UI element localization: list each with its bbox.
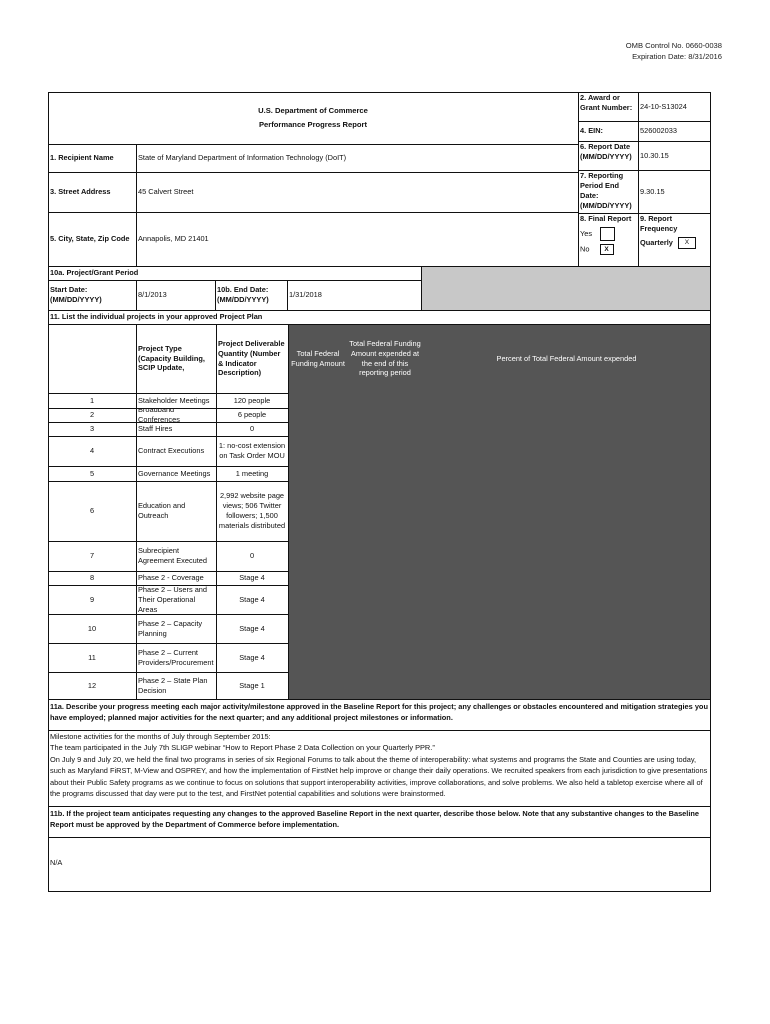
- street-label: 3. Street Address: [50, 187, 111, 196]
- row-4-type: Contract Executions: [138, 446, 205, 455]
- row-3-qty: 0: [249, 424, 255, 433]
- final-yes-row: [580, 227, 636, 241]
- form: [48, 92, 711, 892]
- recipient-value: State of Maryland Department of Information Technology (DoIT): [138, 153, 347, 162]
- header-expended: Total Federal Funding Amount expended at the end of this reporting period: [349, 338, 421, 378]
- row-8-num: 8: [89, 573, 95, 582]
- no-checkbox[interactable]: X: [600, 244, 614, 255]
- row-7-qty: 0: [249, 551, 255, 560]
- row-1-qty: 120 people: [233, 395, 271, 405]
- row-11-type: Phase 2 – Current Providers/Procurement: [138, 647, 214, 667]
- yes-label: Yes: [580, 228, 593, 238]
- final-report-label: 8. Final Report: [580, 214, 632, 223]
- row-1-num: 1: [89, 395, 95, 405]
- period-end-value: 9.30.15: [640, 186, 665, 196]
- row-7-num: 7: [89, 551, 95, 560]
- report-name: Performance Progress Report: [258, 119, 368, 129]
- row-5-type: Governance Meetings: [138, 468, 211, 478]
- frequency-label: 9. Report Frequency: [640, 214, 678, 233]
- end-date-value: 1/31/2018: [289, 290, 322, 299]
- row-8-type: Phase 2 - Coverage: [138, 573, 204, 582]
- row-6-num: 6: [89, 506, 95, 515]
- row-9-type: Phase 2 – Users and Their Operational Areas: [138, 585, 208, 614]
- projects-title: 11. List the individual projects in your approved Project Plan: [50, 312, 263, 321]
- quarterly-checkbox[interactable]: X: [678, 237, 696, 249]
- row-12-type: Phase 2 – State Plan Decision: [138, 675, 208, 695]
- city-label: 5. City, State, Zip Code: [50, 234, 130, 243]
- row-11-num: 11: [88, 652, 96, 662]
- city-value: Annapolis, MD 21401: [138, 234, 209, 243]
- row-11-qty: Stage 4: [239, 652, 265, 662]
- grant-period-shaded: [422, 267, 710, 310]
- frequency-block: [638, 213, 711, 266]
- row-9-num: 9: [89, 594, 95, 604]
- row-5-num: 5: [89, 468, 95, 478]
- row-6-type: Education and Outreach: [138, 501, 186, 520]
- form-title: [48, 92, 578, 144]
- frequency-row: [640, 237, 709, 249]
- ein-label: 4. EIN:: [580, 126, 603, 135]
- row-10-qty: Stage 4: [239, 623, 265, 633]
- start-date-label: Start Date: (MM/DD/YYYY): [50, 285, 102, 304]
- final-report-block: [578, 213, 638, 266]
- frequency-value: Quarterly: [640, 237, 673, 247]
- row-8-qty: Stage 4: [239, 573, 265, 582]
- section-11b-answer: N/A: [50, 858, 63, 867]
- row-7-type: Subrecipient Agreement Executed: [138, 546, 208, 565]
- ein-value: 526002033: [640, 126, 677, 135]
- recipient-label: 1. Recipient Name: [50, 153, 114, 162]
- progress-line-3: On July 9 and July 20, we held the final two programs in series of six Regional Forums to talk about the theme of interoperability: what systems and programs the State and Counties are using today, such as Maryland FiRST, M-View and OSPREY, and how the implementation of FirstNet help improve or change their daily operations. We recruited speakers from each jurisdiction to give presentations about their Public Safety programs as we continue to focus on solutions that support interoperability activities, improve collaborations, and solve problems. We also held a tabletop exercise where all of the programs discussed that day were put to the test, and FirstNet potential capabilities and solutions were brainstormed.: [50, 754, 708, 799]
- yes-checkbox[interactable]: [600, 227, 615, 241]
- end-date-label: 10b. End Date: (MM/DD/YYYY): [217, 285, 269, 304]
- no-label: No: [580, 244, 590, 254]
- row-10-num: 10: [87, 623, 97, 633]
- omb-control-number: OMB Control No. 0660-0038: [625, 41, 722, 50]
- row-2-qty: 6 people: [237, 410, 267, 419]
- omb-expiration-date: Expiration Date: 8/31/2016: [632, 52, 722, 61]
- row-4-qty: 1: no-cost extension on Task Order MOU: [218, 441, 286, 460]
- row-6-qty: 2,992 website page views; 506 Twitter followers; 1,500 materials distributed: [218, 491, 286, 530]
- street-value: 45 Calvert Street: [138, 187, 194, 196]
- header-percent: Percent of Total Federal Amount expended: [496, 353, 637, 363]
- row-1-type: Stakeholder Meetings: [138, 395, 210, 405]
- report-date-label: 6. Report Date (MM/DD/YYYY): [580, 142, 632, 161]
- award-label: 2. Award or Grant Number:: [580, 93, 633, 112]
- header-total-federal: Total Federal Funding Amount: [291, 348, 345, 368]
- progress-line-1: Milestone activities for the months of July through September 2015:: [50, 732, 271, 741]
- grant-period-title: 10a. Project/Grant Period: [50, 268, 139, 277]
- start-date-value: 8/1/2013: [138, 290, 167, 299]
- row-12-qty: Stage 1: [239, 680, 265, 690]
- row-10-type: Phase 2 – Capacity Planning: [138, 618, 203, 638]
- row-2-type: Broadband Conferences: [138, 408, 180, 422]
- row-12-num: 12: [87, 680, 97, 690]
- section-11b-title: 11b. If the project team anticipates requesting any changes to the approved Baseline Report in the next quarter, describe those below. Note that any substantive changes to the Baseline Report must be approved by the Department of Commerce before implementation.: [50, 809, 700, 830]
- dept-name: U.S. Department of Commerce: [258, 106, 368, 116]
- final-no-row: [580, 244, 636, 255]
- row-9-qty: Stage 4: [239, 594, 265, 604]
- row-3-type: Staff Hires: [138, 424, 173, 433]
- section-11a-body: [48, 730, 711, 806]
- row-3-num: 3: [89, 424, 95, 433]
- section-11a-title: 11a. Describe your progress meeting each major activity/milestone approved in the Baseline Report for this project; any challenges or obstacles encountered and mitigation strategies you have employed; planned major activities for the next quarter; and any additional project milestones or information.: [50, 702, 708, 723]
- report-date-value: 10.30.15: [640, 150, 669, 160]
- row-5-qty: 1 meeting: [235, 468, 269, 478]
- divider: [48, 837, 711, 838]
- row-2-num: 2: [89, 410, 95, 419]
- header-deliverable: Project Deliverable Quantity (Number & Indicator Description): [218, 338, 285, 378]
- omb-info: [610, 40, 722, 62]
- period-end-label: 7. Reporting Period End Date: (MM/DD/YYYY): [580, 171, 632, 210]
- award-value: 24-10-S13024: [640, 101, 687, 111]
- progress-line-2: The team participated in the July 7th SLIGP webinar “How to Report Phase 2 Data Collection on your Quarterly PPR.”: [50, 743, 435, 753]
- header-project-type: Project Type (Capacity Building, SCIP Update,: [138, 343, 205, 373]
- row-4-num: 4: [89, 446, 95, 455]
